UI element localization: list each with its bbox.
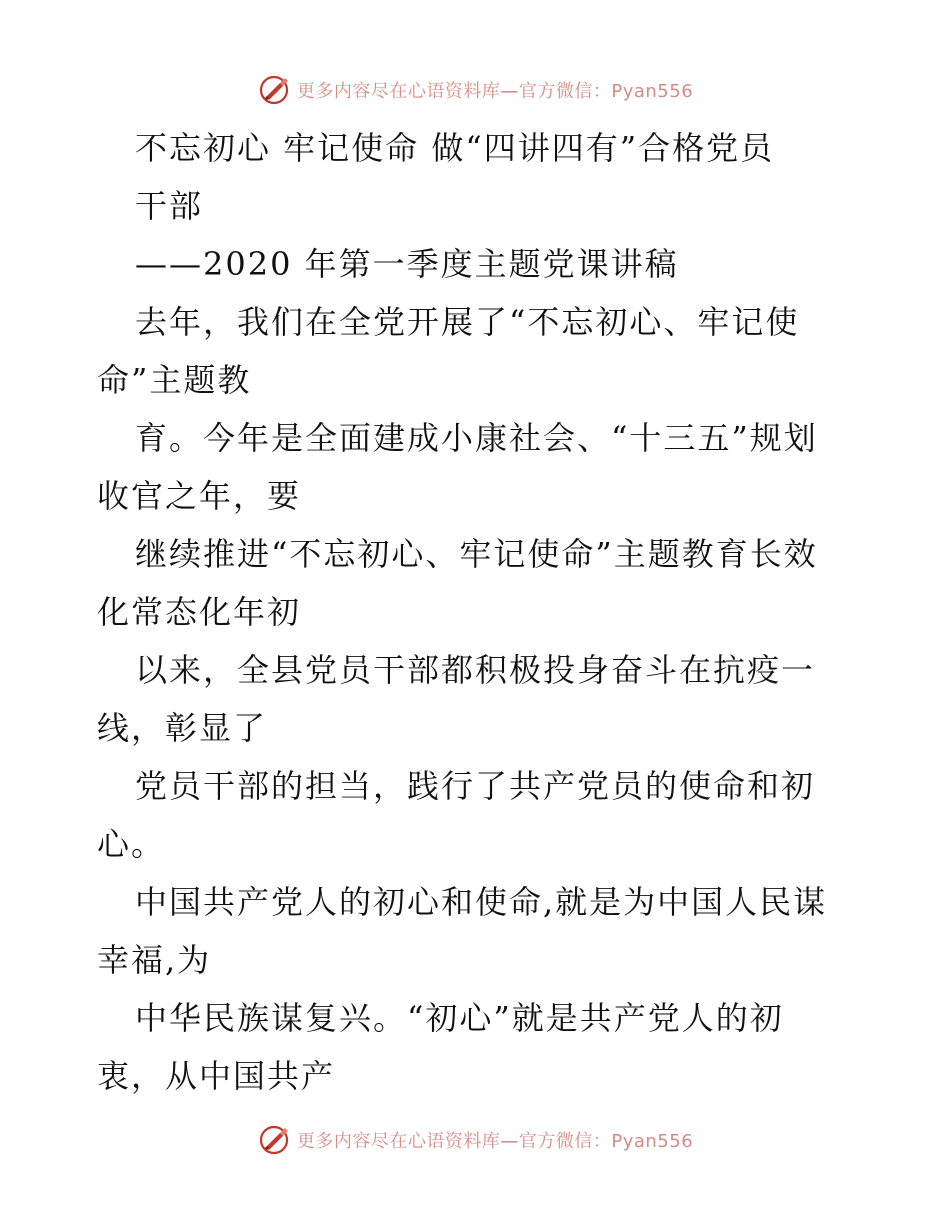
header-banner xyxy=(0,70,950,110)
footer-wechat-id: Pyan556 xyxy=(611,1131,694,1152)
doc-paragraph-line: 命”主题教 xyxy=(97,361,252,399)
doc-paragraph-line: 线，彰显了 xyxy=(97,709,268,747)
pen-circle-logo-icon xyxy=(257,1123,291,1157)
header-brand-text: 更多内容尽在心语资料库 xyxy=(296,81,501,102)
header-wechat-id: Pyan556 xyxy=(611,81,694,102)
doc-paragraph-line: 以来，全县党员干部都积极投身奋斗在抗疫一 xyxy=(135,651,816,689)
footer-brand-text: 更多内容尽在心语资料库 xyxy=(296,1131,501,1152)
header-wechat-label: 官方微信： xyxy=(518,81,612,102)
doc-paragraph-line: 衷，从中国共产 xyxy=(97,1057,336,1095)
header-banner-text xyxy=(297,77,693,103)
doc-paragraph-line: 幸福,为 xyxy=(97,941,212,979)
doc-title-line-2: 干部 xyxy=(135,187,204,225)
footer-dash: — xyxy=(500,1131,519,1152)
doc-paragraph-line: 化常态化年初 xyxy=(97,593,302,631)
doc-paragraph-line: 去年，我们在全党开展了“不忘初心、牢记使 xyxy=(135,303,800,341)
doc-paragraph-line: 心。 xyxy=(97,825,166,863)
doc-paragraph-line: 收官之年，要 xyxy=(97,477,302,515)
doc-paragraph-line: 中华民族谋复兴。“初心”就是共产党人的初 xyxy=(135,999,784,1037)
doc-paragraph-line: 继续推进“不忘初心、牢记使命”主题教育长效 xyxy=(135,535,818,573)
doc-paragraph-line: 育。今年是全面建成小康社会、“十三五”规划 xyxy=(135,419,818,457)
doc-paragraph-line: 党员干部的担当，践行了共产党员的使命和初 xyxy=(135,767,816,805)
header-dash: — xyxy=(500,81,519,102)
doc-subtitle: ——2020 年第一季度主题党课讲稿 xyxy=(135,245,679,283)
footer-banner xyxy=(0,1120,950,1160)
footer-wechat-label: 官方微信： xyxy=(518,1131,612,1152)
pen-circle-logo-icon xyxy=(257,73,291,107)
doc-paragraph-line: 中国共产党人的初心和使命,就是为中国人民谋 xyxy=(135,883,828,921)
footer-banner-text xyxy=(297,1127,693,1153)
doc-title-line-1: 不忘初心 牢记使命 做“四讲四有”合格党员 xyxy=(135,129,775,167)
